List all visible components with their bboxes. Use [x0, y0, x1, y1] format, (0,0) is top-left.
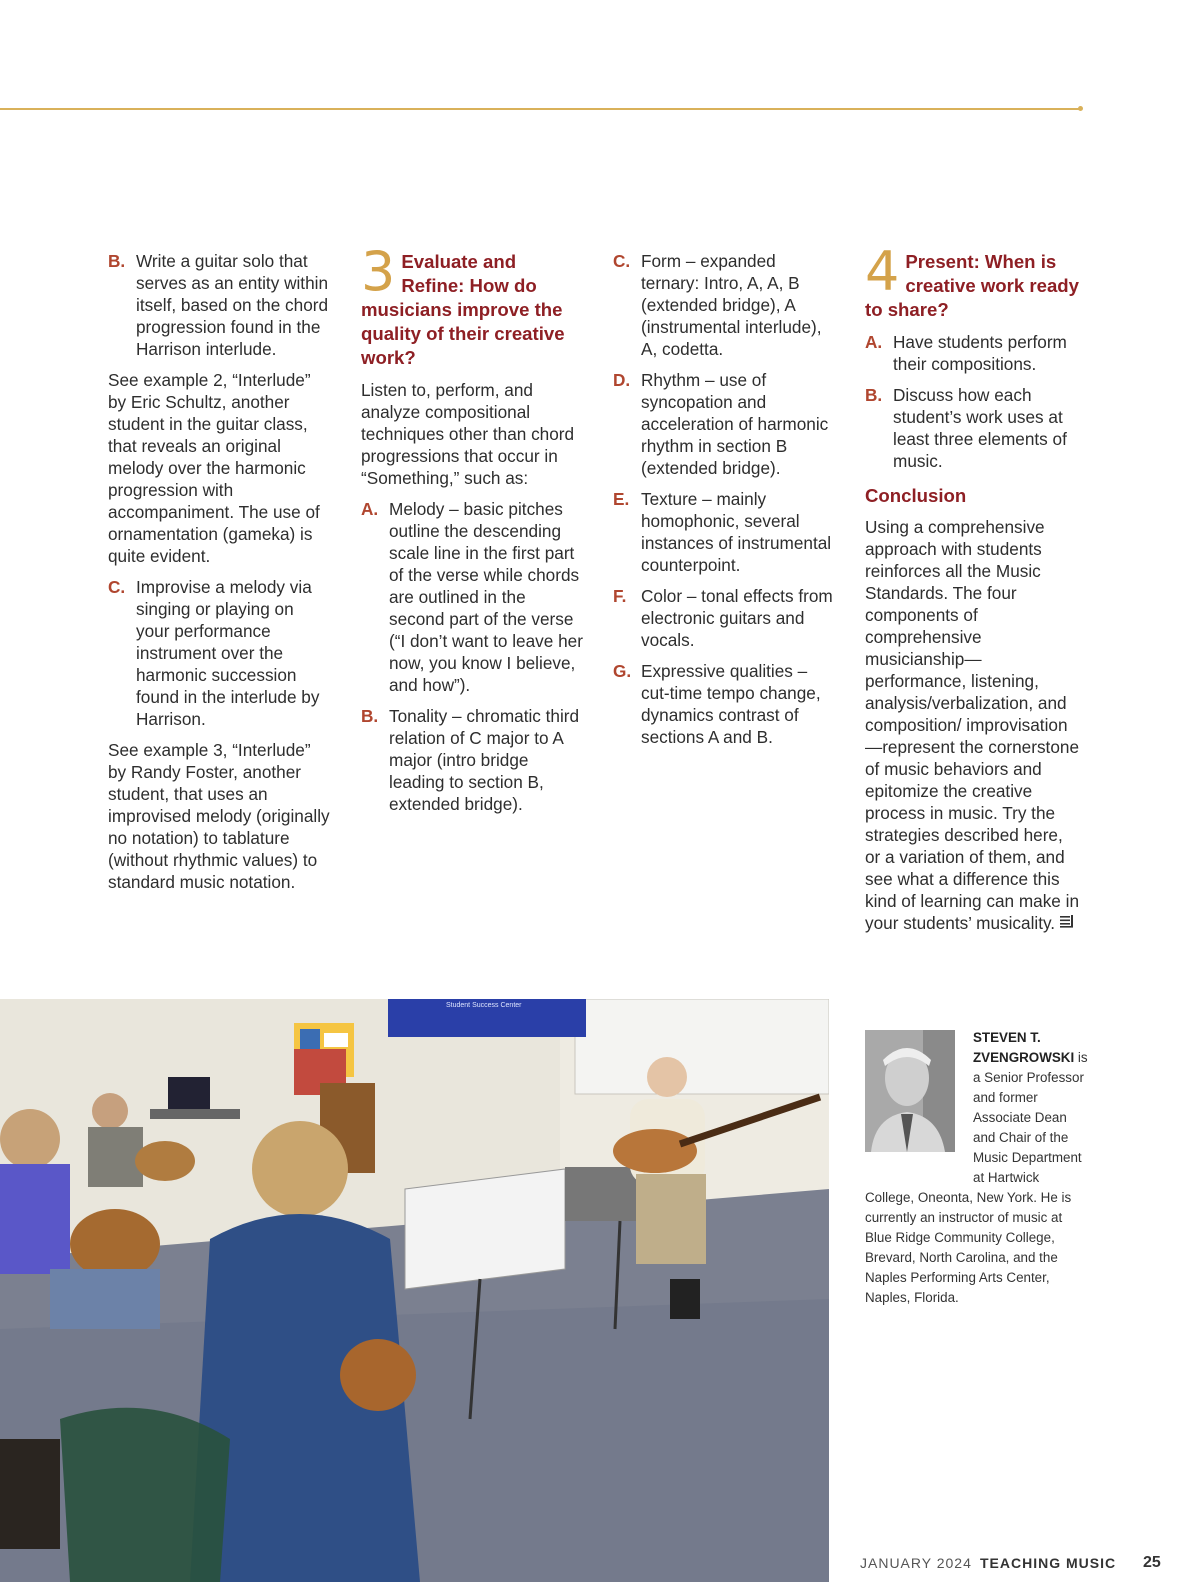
list-item-b	[865, 384, 1080, 472]
list-item-c	[613, 250, 835, 360]
conclusion-text: Using a comprehensive approach with students reinforces all the Music Standards. The four components of comprehensive musicianship—performance, listening, analysis/verbalization, and composition/ improvisation—represent the cornerstone of music behaviors and epitomize the creative process in music. Try the strategies described here, or a variation of them, and see what a difference this kind of learning can make in your students’ musicality.	[865, 517, 1080, 933]
item-letter: E.	[613, 489, 630, 509]
item-letter: D.	[613, 370, 631, 390]
classroom-photo	[0, 999, 829, 1582]
conclusion-paragraph	[865, 516, 1080, 935]
item-text: Discuss how each student’s work uses at least three elements of music.	[893, 385, 1067, 471]
author-bio	[865, 1028, 1090, 1308]
list-item-a	[865, 331, 1080, 375]
header-rule	[0, 108, 1082, 110]
list-item-e	[613, 488, 835, 576]
conclusion-heading: Conclusion	[865, 485, 967, 506]
item-text: Improvise a melody via singing or playing on your performance instrument over the harmonic succession found in the interlude by Harrison.	[136, 577, 320, 729]
item-text: Tonality – chromatic third relation of C major to A major (intro bridge leading to section B, extended bridge).	[389, 706, 580, 814]
section-number: 4	[865, 240, 900, 303]
page-number: 25	[1143, 1554, 1161, 1571]
section-heading-4	[865, 240, 1080, 322]
item-letter: A.	[361, 499, 379, 519]
header-rule-dot	[1078, 106, 1083, 111]
item-letter: A.	[865, 332, 883, 352]
item-letter: B.	[108, 251, 126, 271]
paragraph-example-2: See example 2, “Interlude” by Eric Schultz, another student in the guitar class, that reveals an original melody over the harmonic progression with accompaniment. The use of ornamentation (gameka) is quite evident.	[108, 370, 320, 566]
column-3	[613, 250, 835, 757]
item-text: Melody – basic pitches outline the descending scale line in the first part of the verse while chords are outlined in the second part of the verse (“I don’t want to leave her now, you know I believe, and how”).	[389, 499, 583, 695]
author-name: STEVEN T. ZVENGROWSKI	[973, 1030, 1075, 1065]
list-item-b	[361, 705, 583, 815]
item-text: Rhythm – use of syncopation and acceleration of harmonic rhythm in section B (extended bridge).	[641, 370, 829, 478]
item-text: Have students perform their compositions.	[893, 332, 1067, 374]
section-heading-3	[361, 240, 583, 370]
section-intro: Listen to, perform, and analyze compositional techniques other than chord progressions that occur in “Something,” such as:	[361, 380, 575, 488]
column-4	[865, 240, 1080, 944]
author-description: is a Senior Professor and former Associate Dean and Chair of the Music Department at Hartwick College, Oneonta, New York. He is currently an instructor of music at Blue Ridge Community College, Brevard, North Carolina, and the Naples Performing Arts Center, Naples, Florida.	[865, 1050, 1088, 1305]
paragraph-example-3: See example 3, “Interlude” by Randy Foster, another student, that uses an improvised melody (originally no notation) to tablature (without rhythmic values) to standard music notation.	[108, 740, 330, 892]
list-item-f	[613, 585, 835, 651]
list-item-c	[108, 576, 330, 730]
list-item-a	[361, 498, 583, 696]
list-item-d	[613, 369, 835, 479]
section-number: 3	[361, 240, 396, 303]
item-text: Color – tonal effects from electronic guitars and vocals.	[641, 586, 833, 650]
item-letter: F.	[613, 586, 627, 606]
list-item-g	[613, 660, 835, 748]
item-letter: C.	[613, 251, 631, 271]
tv-screen-text: Student Success Center	[446, 1002, 522, 1009]
item-text: Write a guitar solo that serves as an entity within itself, based on the chord progression found in the Harrison interlude.	[136, 251, 329, 359]
column-1	[108, 250, 330, 902]
column-2	[361, 240, 583, 824]
item-letter: C.	[108, 577, 126, 597]
item-text: Expressive qualities – cut-time tempo change, dynamics contrast of sections A and B.	[641, 661, 821, 747]
item-letter: B.	[865, 385, 883, 405]
section-title: Present: When is creative work ready to share?	[865, 251, 1080, 320]
item-text: Texture – mainly homophonic, several instances of instrumental counterpoint.	[641, 489, 832, 575]
item-letter: B.	[361, 706, 379, 726]
list-item-b	[108, 250, 330, 360]
footer-magazine-title: TEACHING MUSIC	[980, 1555, 1117, 1571]
footer-issue-date: JANUARY 2024	[860, 1555, 972, 1571]
section-title: Evaluate and Refine: How do musicians improve the quality of their creative work?	[361, 251, 565, 368]
item-text: Form – expanded ternary: Intro, A, A, B (extended bridge), A (instrumental interlude), A, codetta.	[641, 251, 822, 359]
item-letter: G.	[613, 661, 632, 681]
end-mark-icon	[1060, 913, 1075, 935]
